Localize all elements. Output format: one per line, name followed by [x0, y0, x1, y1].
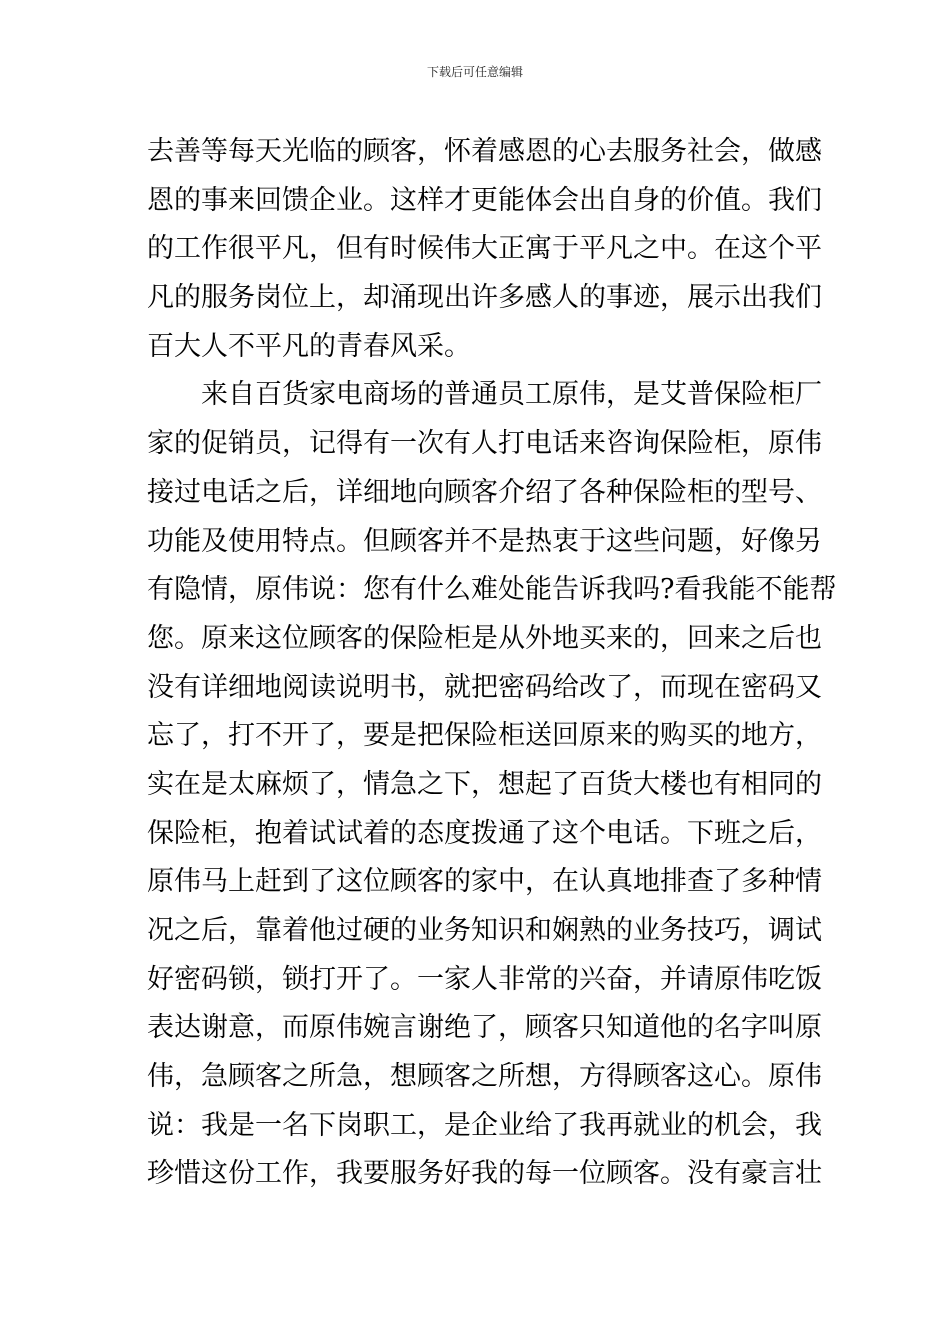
text-line: 表达谢意，而原伟婉言谢绝了，顾客只知道他的名字叫原 [147, 1012, 822, 1044]
text-line: 家的促销员，记得有一次有人打电话来咨询保险柜，原伟 [147, 428, 822, 460]
paragraph-1 [147, 128, 822, 371]
text-line: 珍惜这份工作，我要服务好我的每一位顾客。没有豪言壮 [147, 1158, 822, 1190]
text-line: 实在是太麻烦了，情急之下，想起了百货大楼也有相同的 [147, 768, 822, 800]
text-line: 况之后，靠着他过硬的业务知识和娴熟的业务技巧，调试 [147, 915, 822, 946]
text-line: 的工作很平凡，但有时候伟大正寓于平凡之中。在这个平 [147, 233, 822, 265]
text-line: 说：我是一名下岗职工，是企业给了我再就业的机会，我 [147, 1109, 822, 1141]
page-header: 下载后可任意编辑 [426, 65, 523, 79]
text-line: 保险柜，抱着试试着的态度拨通了这个电话。下班之后， [147, 817, 822, 849]
text-line: 好密码锁，锁打开了。一家人非常的兴奋，并请原伟吃饭 [147, 963, 822, 995]
text-line: 忘了，打不开了，要是把保险柜送回原来的购买的地方， [147, 720, 822, 752]
text-line: 原伟马上赶到了这位顾客的家中，在认真地排查了多种情 [147, 866, 822, 898]
text-line: 凡的服务岗位上，却涌现出许多感人的事迹，展示出我们 [147, 282, 822, 314]
text-line: 伟，急顾客之所急，想顾客之所想，方得顾客这心。原伟 [147, 1061, 822, 1093]
text-line: 您。原来这位顾客的保险柜是从外地买来的，回来之后也 [147, 622, 822, 654]
text-line: 功能及使用特点。但顾客并不是热衷于这些问题，好像另 [147, 525, 822, 557]
text-line: 接过电话之后，详细地向顾客介绍了各种保险柜的型号、 [147, 476, 822, 508]
text-line: 去善等每天光临的顾客，怀着感恩的心去服务社会，做感 [147, 136, 822, 167]
text-line: 有隐情，原伟说：您有什么难处能告诉我吗?看我能不能帮 [147, 574, 837, 606]
text-line: 百大人不平凡的青春风采。 [147, 330, 471, 362]
paragraph-2 [147, 371, 837, 1199]
body-text [147, 128, 837, 1199]
text-line: 来自百货家电商场的普通员工原伟，是艾普保险柜厂 [147, 379, 822, 411]
text-line: 没有详细地阅读说明书，就把密码给改了，而现在密码又 [147, 671, 822, 703]
text-line: 恩的事来回馈企业。这样才更能体会出自身的价值。我们 [147, 184, 822, 216]
